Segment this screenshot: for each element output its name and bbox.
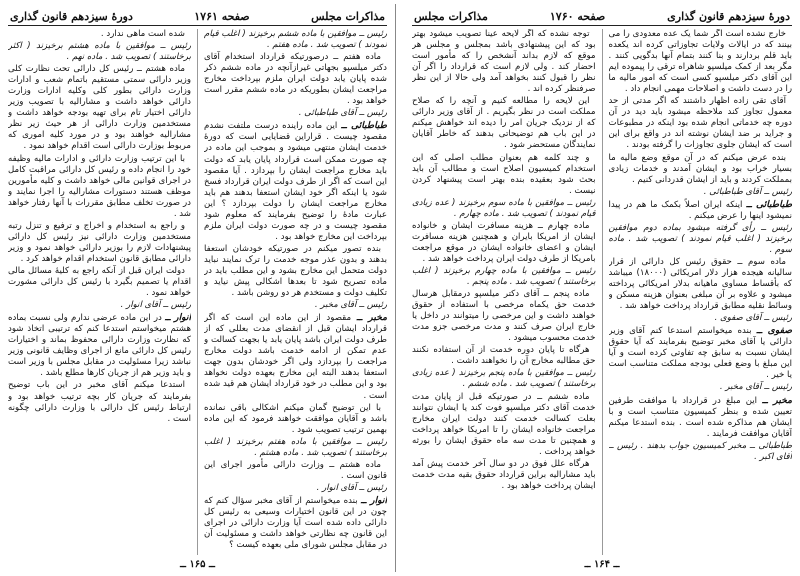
session-title: مذاکرات مجلس bbox=[414, 10, 488, 23]
body-paragraph: هرگاه تا پایان دوره خدمت از آن استفاده نکنند حق مطالبه مخارج آن را نخواهند داشت . bbox=[412, 345, 596, 367]
right-page-header bbox=[412, 8, 792, 26]
speech-text: این ماده راینده درست ملتفت نشدم مقصود چیست . قراراین قضایایی است که دورهٔ خدمت ایشان منتهی میشود و بموجب این ماده در چه صورت ممکن است قرارداد پایان یابد که دولت باید مخارج مراجعت ایشان را بپردازد . آیا مقصود این است که اگر از طرف دولت ایران قرارداد فسخ شود یا اینکه اگر خود ایشان استعفا بدهند هم باید مخارج مراجعت ایشان را دولت بپردازد ؟ این عبارت مادهٔ را توضیح بفرمایند که معلوم شود مقصود چیست و در چه صورت دولت ایران ملزم بپرداخت این مخارج خواهد بود . bbox=[204, 121, 387, 242]
left-page-column-left bbox=[8, 29, 191, 555]
body-paragraph: این لایحه را مطالعه کنیم و آنچه را که صلاح مملکت است در نظر بگیریم . از آقای وزیر دارائی که از نزدیک جریان امر را دیده اند خواهش میکنم در این باب هم توضیحاتی بدهند که خاطر آقایان نمایندگان مستحضر شود . bbox=[412, 96, 596, 151]
procedural-line: طباطبائی ــ مخبر کمیسیون جواب بدهند . رئیس ــ آقای اکبر . bbox=[608, 440, 792, 462]
speaker-paragraph bbox=[204, 120, 387, 243]
speech-text: مقصود از این ماده این است که اگر قرارداد ایشان قبل از انقضای مدت بعللی که از طرف دولت ایران باشد پایان یابد یا بجهت کسالت و عدم تمکن از ادامه خدمت باشد دولت مخارج مراجعت را بپردازد ولی اگر خودشان بدون جهت استعفا بدهند البته این مخارج بعهده دولت نخواهد بود و این مطلب در خود قرارداد ایشان هم قید شده است . bbox=[204, 313, 387, 401]
column-divider bbox=[602, 29, 603, 555]
speaker-paragraph bbox=[8, 312, 191, 379]
body-paragraph: بنده عرض میکنم که در آن موقع وضع مالیه ما بسیار خراب بود و ایشان آمدند و خدمات زیادی بمملکت کردند و باید از ایشان قدردانی کنیم . bbox=[608, 152, 792, 185]
body-paragraph: ماده چهارم ــ هزینه مسافرت ایشان و خانواده ایشان از امریکا بایران و همچنین هزینه مسافرت ایشان و اعضای خانواده ایشان در موقع مراجعت بامریکا از طرف دولت ایران پرداخت خواهد شد . bbox=[412, 220, 596, 264]
page-number: صفحه ۱۷۶۰ bbox=[549, 10, 606, 23]
speaker-paragraph bbox=[609, 395, 793, 440]
procedural-line: رئیس ــ آقای مخبر . bbox=[314, 300, 387, 311]
left-page-header bbox=[8, 8, 387, 26]
procedural-line: رئیس ــ آقای طباطبائی . bbox=[298, 108, 387, 119]
procedural-line: رئیس ــ موافقین با ماده ششم برخیزند ( اغلب قیام نمودند ) تصویب شد . ماده هفتم . bbox=[204, 29, 387, 51]
body-paragraph: با این توضیح گمان میکنم اشکالی باقی نمانده باشد و آقایان موافقت خواهند فرمود که این ماده بهمین ترتیب تصویب شود . bbox=[204, 402, 387, 435]
body-paragraph: و چند کلمه هم بعنوان مطلب اصلی که این استخدام کمیسیون اصلاح است و مطالب آن باید بحث شود بعقیده بنده بهتر است پیشنهاد کردن نیست . bbox=[412, 152, 596, 196]
left-page-columns bbox=[8, 29, 387, 555]
procedural-line: رئیس ــ آقای انوار . bbox=[316, 482, 387, 493]
body-paragraph: ماده هشتم ــ وزارت دارائی مأمور اجرای این قانون است . bbox=[204, 459, 387, 481]
body-paragraph: شده است ماهی ندارد . bbox=[100, 29, 185, 39]
gutter bbox=[396, 0, 404, 576]
procedural-line: رئیس ــ آقای طباطبائی . bbox=[703, 186, 792, 197]
left-page-footer: ــ ۱۶۵ ــ bbox=[180, 559, 215, 570]
left-page-column-right bbox=[204, 29, 387, 555]
body-paragraph: هرگاه علل فوق در دو سال آخر خدمت پیش آمد باید مشارالیه براین قرارداد حقوق بقیه مدت خدمت ایشان پرداخت خواهد بود . bbox=[412, 458, 596, 491]
column-divider bbox=[197, 29, 198, 555]
right-page-column-right bbox=[609, 29, 793, 555]
assembly-title: دورهٔ سیزدهم قانون گذاری bbox=[10, 10, 133, 23]
body-paragraph: و راجع به استخدام و اخراج و ترفیع و تنزل رتبه مستخدمین وزارت دارائی نیز رئیس کل دارائی پیشنهادات لازم را بوزیر دارائی خواهد نمود و وزیر دارائی مطابق قانون استخدام اقدام خواهد کرد . bbox=[8, 220, 191, 264]
body-paragraph: با این ترتیب وزارت دارائی و ادارات مالیه وظیفه خود را انجام داده و رئیس کل دارائی مراقبت کامل در اجرای قوانین مالی خواهد داشت و کلیه مأمورین موظف هستند دستورات مشارالیه را اجرا نمایند و در صورت تخلف مطابق مقررات با آنها رفتار خواهد شد . bbox=[8, 153, 191, 219]
body-paragraph: ماده پنجم ــ آقای دکتر میلسپو درمقابل هرسال خدمت حق یکماه مرخصی با استفاده از حقوق خواهند داشت و این مرخصی را میتوانند در داخل یا خارج ایران صرف کنند و مدت مرخصی جزو مدت خدمت محسوب میشود . bbox=[412, 289, 596, 344]
speaker-name: مخبر ــ bbox=[356, 312, 387, 324]
speaker-name: طباطبائی ــ bbox=[746, 198, 792, 210]
body-paragraph: ماده ششم ــ در صورتیکه قبل از پایان مدت خدمت آقای دکتر میلسپو فوت کند یا ایشان نتوانند بعلت کسالت خدمت کنند دولت ایران مخارج مراجعت خانواده ایشان را تا امریکا خواهد پرداخت و همچنین تا مدت سه ماه حقوق ایشان را بورثه خواهد پرداخت . bbox=[412, 391, 596, 457]
body-paragraph: استدعا میکنم آقای مخبر در این باب توضیح بفرمایند که جریان کار بچه ترتیب خواهد بود و ارتباط رئیس کل دارائی با وزارت دارائی چگونه است . bbox=[8, 380, 191, 424]
procedural-line: رئیس ــ آقای صفوی . bbox=[714, 313, 792, 324]
speaker-paragraph bbox=[204, 495, 387, 551]
assembly-title: دورهٔ سیزدهم قانون گذاری bbox=[667, 10, 790, 23]
right-page bbox=[404, 4, 800, 572]
body-paragraph: ماده هشتم ــ رئیس کل دارائی تحت نظارت کلی وزیر دارائی سمتی مستقیم باتمام شعب و ادارات وزارت دارائی بطور کلی وکلیه ادارات وزارت دارائی خواهد داشت و مشارالیه با تصویب وزیر دارائی اختیار تام برای تهیه بودجه خواهد داشت و مستخدمین وزارت دارائی از هر حیث زیر نظر مشارالیه خواهند بود و در مورد کلیه اموری که مربوط بوزارت دارائی است اقدام خواهد نمود . bbox=[8, 64, 191, 152]
speaker-name: انوار ــ bbox=[360, 494, 387, 506]
speaker-name: صفوی ــ bbox=[756, 325, 792, 337]
speaker-paragraph bbox=[204, 312, 387, 401]
body-paragraph: آقای تقی زاده اظهار داشتند که اگر مدتی از حد معمول تجاوز کند ملاحظه میشود باید دید در آن دوره چه خدماتی انجام شده بود اینکه در مطبوعات و جراید بر ضد ایشان نوشته اند در واقع برای این است که ایشان جلوی تجاوزات را گرفته بودند . bbox=[608, 96, 792, 151]
procedural-line: رئیس ــ آقای انوار . bbox=[120, 300, 191, 311]
body-paragraph: توجه نشده که اگر لایحه عیناً تصویب میشود بهتر بود که این پیشنهادی باشد بمجلس و مجلس هر موقع که لازم بداند آنشخص را که مأمور است احضار کند . ولی لازم است که قرارداد را اگر آن نظر را قبول کنند بخواهد آمد ولی حالا از این نظر صرفنظر کرده اند . bbox=[412, 29, 596, 95]
speaker-name: مخبر ــ bbox=[762, 394, 792, 406]
speech-text: بنده میخواستم از آقای مخبر سؤال کنم که چون در این قانون اختیارات وسیعی به رئیس کل دارائی داده شده است آیا وزارت دارائی در اجرای این قانون چه نظارتی خواهد داشت و مسئولیت آن در مقابل مجلس شورای ملی بعهده کیست ؟ bbox=[204, 495, 387, 551]
procedural-line: رئیس ــ آقای مخبر . bbox=[719, 382, 792, 393]
right-page-footer: ــ ۱۶۴ ــ bbox=[584, 559, 620, 570]
speech-text: این مبلغ در قرارداد با موافقت طرفین تعیین شده و بنظر کمیسیون متناسب است و با ایشان هم مذاکره شده است . بنده استدعا میکنم آقایان موافقت فرمایند . bbox=[608, 395, 792, 439]
left-page bbox=[0, 4, 396, 572]
body-paragraph: دولت ایران قبل از آنکه راجع به کلیهٔ مسائل مالی اقدام یا تصمیم بگیرد با رئیس کل دارائی مشورت خواهد نمود . bbox=[8, 265, 191, 299]
procedural-line: رئیس ــ موافقین با ماده هشتم برخیزند ( اکثر برخاستند ) تصویب شد . ماده نهم . bbox=[8, 41, 191, 63]
body-paragraph: ماده سوم ــ حقوق رئیس کل دارائی از قرار سالیانه هیجده هزار دلار امریکائی (۱۸۰۰۰) میباشد که بأقساط مساوی ماهیانه بدلار امریکائی پرداخته میشود و علاوه بر آن مبلغی بعنوان هزینه مسکن و وسائط نقلیه مطابق قرارداد پرداخت خواهد شد . bbox=[608, 256, 792, 312]
page-number: صفحه ۱۷۶۱ bbox=[194, 10, 250, 23]
speaker-paragraph bbox=[609, 325, 793, 381]
body-paragraph: بنده تصور میکنم در صورتیکه خودشان استعفا بدهند و بدون عذر موجه خدمت را ترک نمایند نباید دولت متحمل این مخارج بشود و این مطلب باید در ماده تصریح شود تا بعدها اشکالی پیش نیاید و تکلیف دولت و مستخدم هر دو روشن باشد . bbox=[204, 243, 387, 299]
right-page-columns bbox=[412, 29, 792, 555]
speech-text: در این ماده عرضی ندارم ولی نسبت بماده هشتم میخواستم استدعا کنم که ترتیبی اتخاذ شود که نظارت وزارت دارائی محفوظ بماند و اختیارات رئیس کل دارائی مانع از اجرای وظایف قانونی وزیر نباشد زیرا مسئولیت در مقابل مجلس با وزیر است و باید وزیر هم از جریان کارها مطلع باشد . bbox=[8, 313, 191, 379]
body-paragraph: خارج نشده است اگر شما یک عده معدودی را می بینند که در ایالات ولایات تجاوزاتی کرده اند یکعده باید قلم بردارند و بنا کنند بتمام آنها بدگویی کنند . مگر بعد از کمک میلسپو شاهراه ترقی را پیموده ایم این آقای دکتر میلسپو کسی است که امور مالیه ما را در دست داشت و اصلاحات مهمی انجام داد . bbox=[608, 29, 792, 95]
speaker-name: طباطبائی ــ bbox=[341, 120, 387, 132]
speech-text: بنده میخواستم استدعا کنم آقای وزیر دارائی یا آقای مخبر توضیح بفرمایند که آیا حقوق ایشان نسبت به سابق چه تفاوتی کرده است و آیا این مبلغ با وضع فعلی بودجه مملکت متناسب است یا خیر . bbox=[608, 326, 792, 381]
right-page-column-left bbox=[412, 29, 596, 555]
procedural-line: رئیس ــ موافقین با ماده سوم برخیزند ( عده زیادی قیام نمودند ) تصویب شد . ماده چهارم . bbox=[412, 197, 596, 219]
speech-text: اینکه ایران اصلاً بکمک ما هم در پیدا نمیشود اینها را عرض میکنم . bbox=[608, 199, 792, 221]
procedural-line: رئیس ــ موافقین با ماده چهارم برخیزند ( اغلب برخاستند ) تصویب شد . ماده پنجم . bbox=[412, 265, 596, 288]
body-paragraph: ماده هفتم ــ درصورتیکه قرارداد استخدام آقای دکتر میلسپو بجهاتی غیرازآنچه در ماده ششم ذکر شده پایان یابد دولت ایران ملزم بپرداخت مخارج مراجعت ایشان بطوریکه در ماده ششم مقرر است خواهد بود . bbox=[204, 52, 387, 107]
session-title: مذاکرات مجلس bbox=[311, 10, 385, 23]
speaker-paragraph bbox=[609, 199, 793, 222]
procedural-line: رئیس ــ موافقین با ماده پنجم برخیزند ( عده زیادی برخاستند ) تصویب شد . ماده ششم . bbox=[412, 368, 596, 390]
procedural-line: رئیس ــ موافقین با ماده هفتم برخیزند ( اغلب برخاستند ) تصویب شد . ماده هشتم . bbox=[204, 436, 387, 458]
speaker-name: انوار ــ bbox=[165, 312, 191, 324]
procedural-line: رئیس ــ رأی گرفته میشود بماده دوم موافقین برخیزند ( اغلب قیام نمودند ) تصویب شد . ماده سوم . bbox=[608, 222, 792, 255]
